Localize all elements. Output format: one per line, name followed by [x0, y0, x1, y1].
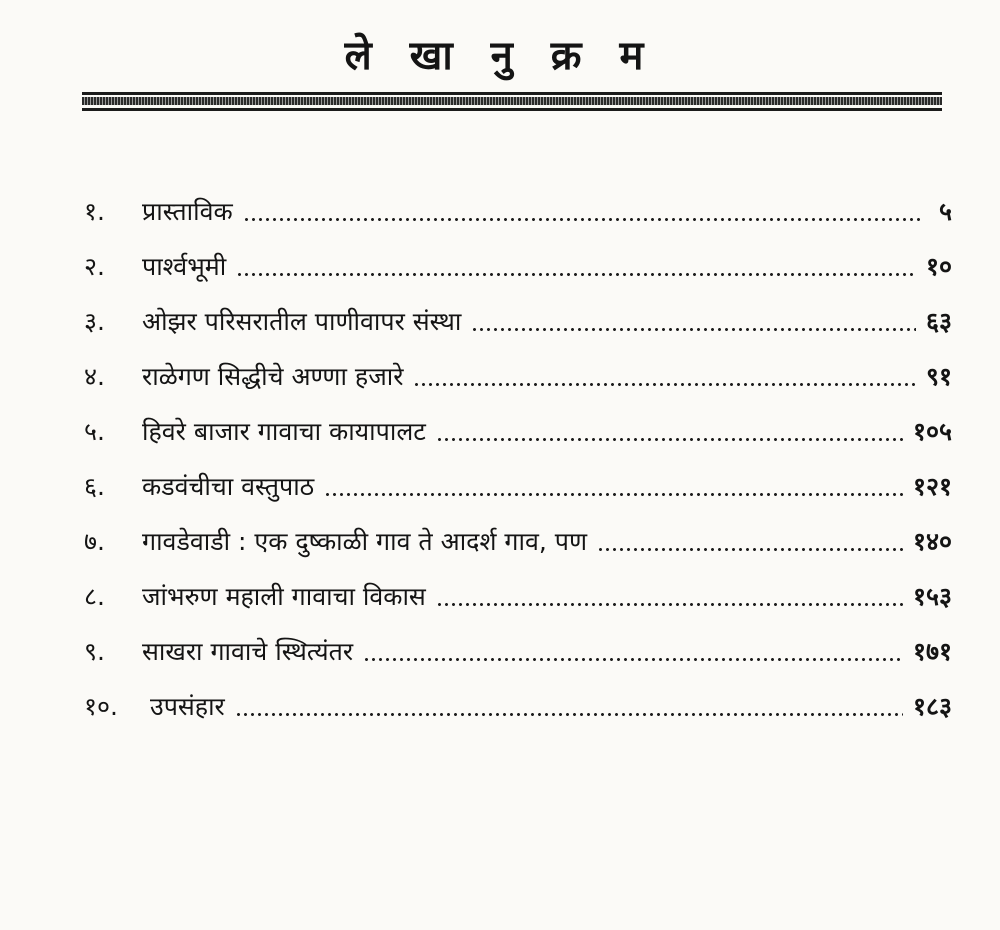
dot-leader — [363, 649, 903, 663]
dot-leader — [436, 429, 903, 443]
title-rule-hatched — [82, 97, 942, 105]
entry-number: ५. — [84, 417, 105, 446]
title-rule-bottom — [82, 108, 942, 111]
entry-number: ९. — [84, 637, 105, 666]
toc-entry — [84, 355, 952, 399]
page-title: ले खा नु क्र म — [344, 33, 656, 79]
dot-leader — [471, 319, 916, 333]
entry-page-number: १७१ — [912, 637, 952, 666]
entry-title: राळेगण सिद्धीचे अण्णा हजारे — [142, 362, 404, 391]
toc-entry — [84, 300, 952, 344]
toc-entry — [84, 190, 952, 234]
dot-leader — [236, 264, 916, 278]
entry-page-number: ९१ — [925, 362, 952, 391]
entry-number: ७. — [84, 527, 105, 556]
entry-title: पार्श्वभूमी — [142, 252, 227, 281]
entry-number: ६. — [84, 472, 105, 501]
entry-number: २. — [84, 252, 105, 281]
entry-page-number: ६३ — [925, 307, 952, 336]
dot-leader — [324, 484, 903, 498]
entry-number: ८. — [84, 582, 105, 611]
toc-entry — [84, 630, 952, 674]
entry-page-number: १२१ — [912, 472, 952, 501]
entry-page-number: १८३ — [912, 692, 952, 721]
entry-title: जांभरुण महाली गावाचा विकास — [142, 582, 426, 611]
entry-page-number: १४० — [912, 527, 952, 556]
toc-entry — [84, 685, 952, 729]
entry-number: १०. — [84, 692, 118, 721]
title-rule-top — [82, 92, 942, 95]
entry-title: साखरा गावाचे स्थित्यंतर — [142, 637, 354, 666]
entry-title: उपसंहार — [150, 692, 225, 721]
entry-title: ओझर परिसरातील पाणीवापर संस्था — [142, 307, 462, 336]
dot-leader — [243, 209, 922, 223]
dot-leader — [436, 594, 903, 608]
entry-number: ३. — [84, 307, 105, 336]
dot-leader — [413, 374, 916, 388]
toc-entry — [84, 465, 952, 509]
entry-title: प्रास्ताविक — [142, 197, 233, 226]
entry-title: कडवंचीचा वस्तुपाठ — [142, 472, 315, 501]
entry-page-number: १०५ — [912, 417, 952, 446]
entry-number: १. — [84, 197, 105, 226]
entry-page-number: ५ — [938, 197, 952, 226]
toc-entry — [84, 575, 952, 619]
toc-entry — [84, 520, 952, 564]
entry-title: हिवरे बाजार गावाचा कायापालट — [142, 417, 426, 446]
dot-leader — [597, 539, 903, 553]
entry-page-number: १० — [925, 252, 952, 281]
toc-entry — [84, 410, 952, 454]
dot-leader — [235, 704, 903, 718]
entry-page-number: १५३ — [912, 582, 952, 611]
toc-entry — [84, 245, 952, 289]
entry-number: ४. — [84, 362, 105, 391]
entry-title: गावडेवाडी : एक दुष्काळी गाव ते आदर्श गाव, पण — [142, 527, 588, 556]
